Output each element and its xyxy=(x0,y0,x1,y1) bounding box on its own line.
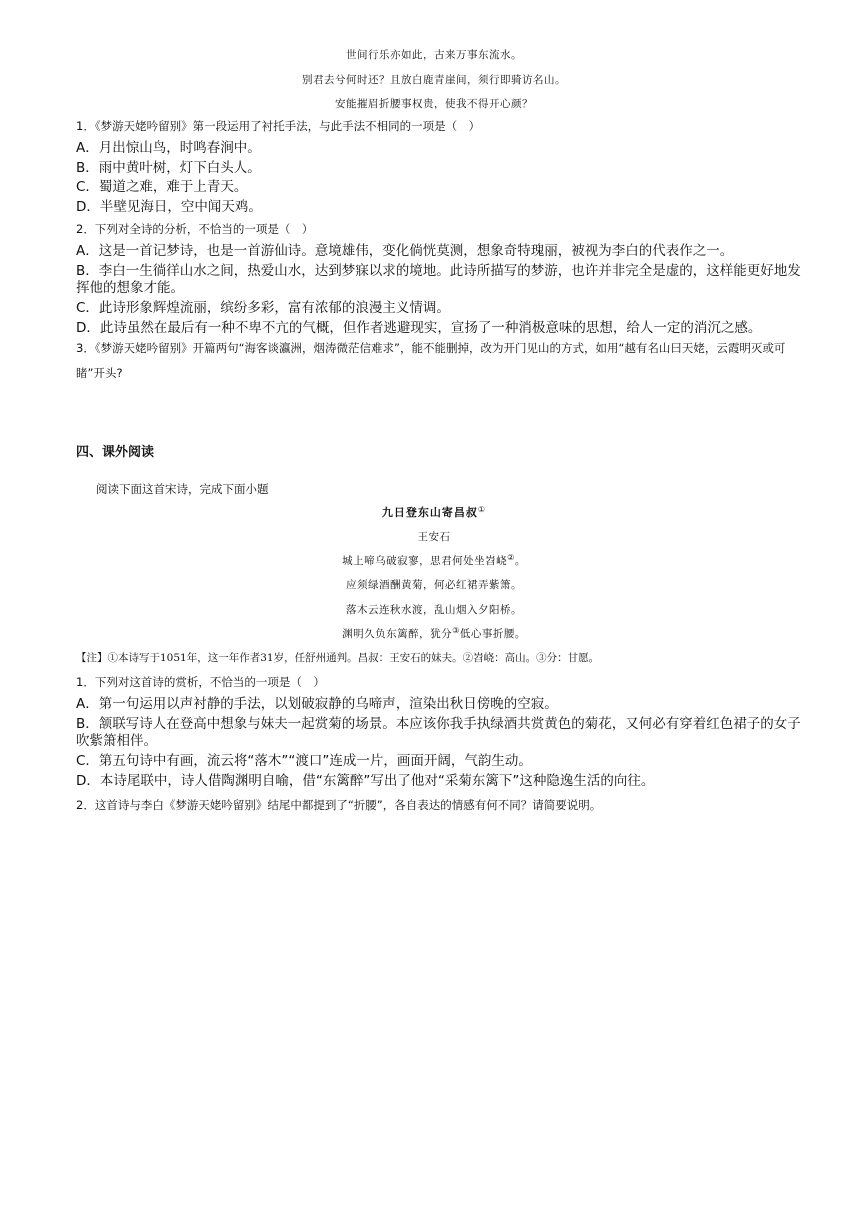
question-stem: 2．下列对全诗的分析，不恰当的一项是（ ） xyxy=(76,222,314,236)
poem-line: 别君去兮何时还？且放白鹿青崖间，须行即骑访名山。 xyxy=(302,74,566,86)
poem-line: 渊明久负东篱醉，犹分③低心事折腰。 xyxy=(342,626,526,640)
answer-option[interactable]: B．颔联写诗人在登高中想象与妹夫一起赏菊的场景。本应该你我手执绿酒共赏黄色的菊花，又何必有穿着红色裙子的女子吹紫箫相伴。 xyxy=(76,716,801,749)
answer-option[interactable]: B．雨中黄叶树，灯下白头人。 xyxy=(76,160,261,176)
answer-option[interactable]: C．第五句诗中有画，流云将“落木”“渡口”连成一片，画面开阔，气韵生动。 xyxy=(76,753,532,769)
poem-annotation: 【注】①本诗写于1051年，这一年作者31岁，任舒州通判。昌叔：王安石的妹夫。②岧峣：高山。③分：甘愿。 xyxy=(76,652,600,664)
answer-option[interactable]: D．半壁见海日，空中闻天鸡。 xyxy=(76,199,262,215)
answer-option[interactable]: C．蜀道之难，难于上青天。 xyxy=(76,179,248,195)
answer-option[interactable]: D．本诗尾联中，诗人借陶渊明自喻，借“东篱醉”写出了他对“采菊东篱下”这种隐逸生活的向往。 xyxy=(76,773,655,789)
poem-line: 安能摧眉折腰事权贵，使我不得开心颜？ xyxy=(335,98,533,110)
poem-line: 城上啼乌破寂寥，思君何处坐岧峣②。 xyxy=(342,553,526,567)
answer-option[interactable]: A．这是一首记梦诗，也是一首游仙诗。意境雄伟，变化倘恍莫测，想象奇特瑰丽，被视为李白的代表作之一。 xyxy=(76,243,734,259)
question-stem: 2．这首诗与李白《梦游天姥吟留别》结尾中都提到了“折腰”，各自表达的情感有何不同？请简要说明。 xyxy=(76,798,602,812)
poem-line: 世间行乐亦如此，古来万事东流水。 xyxy=(346,49,522,61)
footnote-mark: ① xyxy=(477,505,487,514)
poem-title: 九日登东山寄昌叔① xyxy=(381,505,487,519)
note-label: 【注】 xyxy=(76,652,108,664)
question-stem: 1．《梦游天姥吟留别》第一段运用了衬托手法，与此手法不相同的一项是（ ） xyxy=(76,119,481,133)
answer-option[interactable]: C．此诗形象辉煌流丽，缤纷多彩，富有浓郁的浪漫主义情调。 xyxy=(76,300,450,316)
question-stem: 3．《梦游天姥吟留别》开篇两句“海客谈瀛洲，烟涛微茫信难求”，能不能删掉，改为开门见山的方式，如用“越有名山曰天姥，云霞明灭或可睹”开头? xyxy=(76,341,786,380)
poem-line: 落木云连秋水渡，乱山烟入夕阳桥。 xyxy=(346,604,522,616)
footnote-mark: ③ xyxy=(452,626,460,635)
answer-option[interactable]: A．第一句运用以声衬静的手法，以划破寂静的乌啼声，渲染出秋日傍晚的空寂。 xyxy=(76,696,558,712)
poem-author: 王安石 xyxy=(417,531,451,543)
poem-line: 应须绿酒酬黄菊，何必红裙弄紫箫。 xyxy=(346,579,522,591)
answer-option[interactable]: D．此诗虽然在最后有一种不卑不亢的气概，但作者逃避现实，宣扬了一种消极意味的思想，给人一定的消沉之感。 xyxy=(76,320,762,336)
answer-option[interactable]: B．李白一生徜徉山水之间，热爱山水，达到梦寐以求的境地。此诗所描写的梦游，也许并非完全是虚的，这样能更好地发挥他的想象才能。 xyxy=(76,263,801,296)
reading-instruction: 阅读下面这首宋诗，完成下面小题 xyxy=(96,482,269,496)
footnote-mark: ② xyxy=(507,553,515,562)
section-heading: 四、课外阅读 xyxy=(76,445,155,460)
answer-option[interactable]: A．月出惊山鸟，时鸣春涧中。 xyxy=(76,140,261,156)
question-stem: 1．下列对这首诗的赏析，不恰当的一项是（ ） xyxy=(76,675,325,689)
